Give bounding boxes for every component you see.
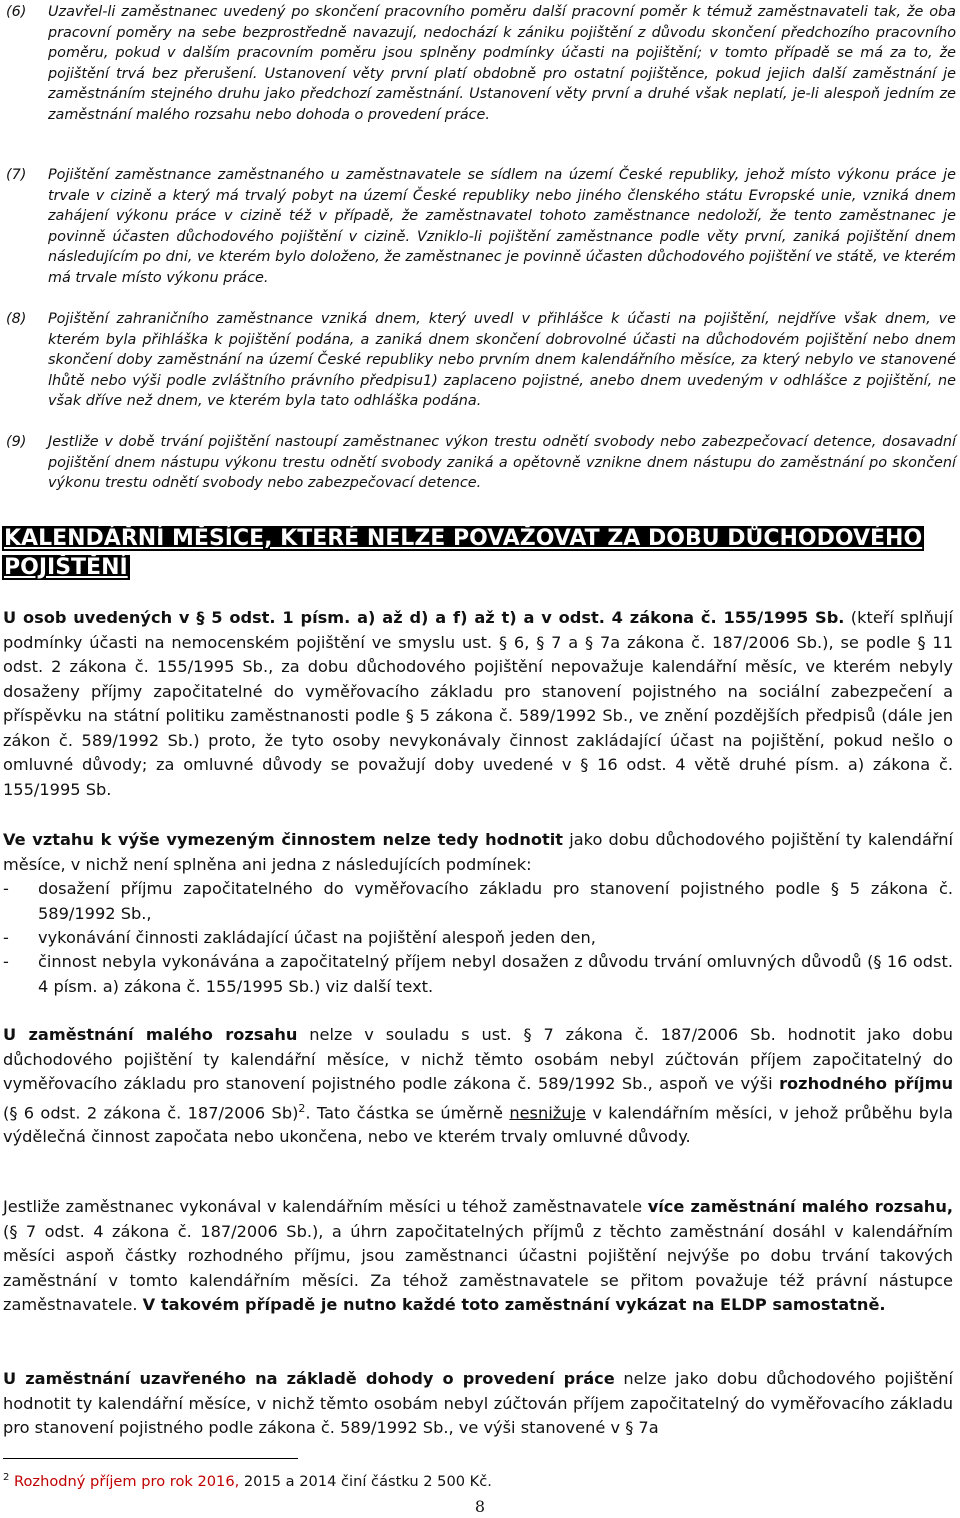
paragraph-lead-bold: Ve vztahu k výše vymezeným činnostem nelze tedy hodnotit — [3, 830, 564, 849]
paragraph-6 — [6, 2, 956, 126]
paragraph-number: (6) — [6, 4, 27, 20]
paragraph-small-scope — [3, 1023, 953, 1150]
paragraph-8 — [6, 309, 956, 412]
paragraph-text: jako dobu důchodového pojištění ty kalendářní měsíce, v nichž není splněna ani jedna z následujících podmínek: — [3, 830, 953, 874]
footnote-number: 2 — [3, 1472, 10, 1483]
footnote-separator — [3, 1458, 298, 1459]
list-item-text: vykonávání činnosti zakládající účast na pojištění alespoň jeden den, — [38, 928, 596, 947]
paragraph-activities — [3, 828, 953, 877]
paragraph-persons — [3, 606, 953, 802]
footnote-text: 2015 a 2014 činí částku 2 500 Kč. — [239, 1472, 492, 1490]
footnote-ref: 2 — [298, 1101, 306, 1115]
footnote — [3, 1468, 492, 1492]
section-heading-text: KALENDÁŘNÍ MĚSÍCE, KTERÉ NELZE POVAŽOVAT ZA DOBU DŮCHODOVÉHO POJIŠTĚNÍ — [4, 526, 923, 580]
paragraph-number: (7) — [6, 167, 27, 183]
list-dash: - — [3, 879, 9, 898]
rozhodny-prijem-bold: rozhodného příjmu — [779, 1074, 953, 1093]
section-heading — [2, 524, 938, 582]
list-item-text: dosažení příjmu započitatelného do vyměřovacího základu pro stanovení pojistného podle § 5 zákona č. 589/1992 Sb., — [38, 879, 953, 923]
paragraph-lead-bold: U zaměstnání malého rozsahu — [3, 1025, 298, 1044]
paragraph-text: Jestliže v době trvání pojištění nastoupí zaměstnanec výkon trestu odnětí svobody nebo zabezpečovací detence, dosavadní pojištění dnem nástupu výkonu trestu odnětí svobody zaniká a opětovně vznikne dnem nástupu do zaměstnání po skončení výkonu trestu odnětí svobody nebo zabezpečovací detence. — [48, 434, 956, 492]
bold-phrase: více zaměstnání malého rozsahu, — [647, 1197, 953, 1216]
paragraph-7 — [6, 165, 956, 289]
paragraph-multiple-jobs — [3, 1195, 953, 1318]
paragraph-text: (§ 7 odst. 4 zákona č. 187/2006 Sb.), a úhrn započitatelných příjmů z těchto zaměstnání dosáhl v kalendářním měsíci aspoň částky rozhodného příjmu, jsou zaměstnanci účastni pojištění nejvýše po dobu trvání takových zaměstnání v tomto kalendářním měsíci. Za téhož zaměstnavatele se přitom považuje též právní nástupce zaměstnavatele. — [3, 1221, 953, 1314]
paragraph-number: (8) — [6, 311, 27, 327]
list-item — [3, 950, 953, 999]
paragraph-text: Jestliže zaměstnanec vykonával v kalendářním měsíci u téhož zaměstnavatele — [3, 1197, 648, 1216]
paragraph-text: nelze v souladu s ust. § 7 zákona č. 187/2006 Sb. hodnotit jako dobu důchodového pojištění ty kalendářní měsíce, v nichž těmto osobám nebyl zúčtován příjem započitatelný do vyměřovacího základu pro stanovení pojistného podle zákona č. 589/1992 Sb., aspoň ve výši — [3, 1025, 953, 1093]
paragraph-text: nelze jako dobu důchodového pojištění hodnotit ty kalendářní měsíce, v nichž těmto osobám nebyl zúčtován příjem započitatelný do vyměřovacího základu pro stanovení pojistného podle zákona č. 589/1992 Sb., ve výši stanovené v § 7a — [3, 1369, 954, 1437]
footnote-highlight: Rozhodný příjem pro rok 2016, — [14, 1472, 240, 1490]
list-dash: - — [3, 952, 9, 971]
paragraph-dpp — [3, 1367, 953, 1441]
paragraph-text: Uzavřel-li zaměstnanec uvedený po skončení pracovního poměru další pracovní poměr k témuž zaměstnavateli tak, že oba pracovní poměry na sebe bezprostředně navazují, nedochází k zániku pojištění z důvodu skončení předchozího pracovního poměru, pokud v dalším pracovním poměru jsou splněny podmínky účasti na pojištění; v tomto případě se má za to, že pojištění trvá bez přerušení. Ustanovení věty první platí obdobně pro ostatní pojištěnce, pokud jejich další zaměstnání je zaměstnáním stejného druhu jako předchozí zaměstnání. Ustanovení věty první a druhé však neplatí, je-li alespoň jedním ze zaměstnání malého rozsahu nebo dohoda o provedení práce. — [48, 4, 956, 123]
page-number: 8 — [474, 1497, 486, 1516]
list-item — [3, 926, 953, 951]
list-item-text: činnost nebyla vykonávána a započitatelný příjem nebyl dosažen z důvodu trvání omluvných důvodů (§ 16 odst. 4 písm. a) zákona č. 155/1995 Sb.) viz další text. — [38, 952, 953, 996]
paragraph-lead-bold: U zaměstnání uzavřeného na základě dohody o provedení práce — [3, 1369, 615, 1388]
paragraph-number: (9) — [6, 434, 27, 450]
paragraph-text: Pojištění zahraničního zaměstnance vzniká dnem, který uvedl v přihlášce k účasti na pojištění, nejdříve však dnem, ve kterém byla přihláška k pojištění podána, a zaniká dnem skončení dobrovolné účasti na důchodovém pojištění nebo dnem skončení doby zaměstnání na území České republiky nebo prvním dnem kalendářního měsíce, za který nebylo ve stanovené lhůtě nebo výši podle zvláštního právního předpisu1) zaplaceno pojistné, anebo dnem uvedeným v odhlášce z pojištění, ne však dříve než dnem, ve kterém byla tato odhláška podána. — [48, 311, 956, 410]
paragraph-text: Pojištění zaměstnance zaměstnaného u zaměstnavatele se sídlem na území České republiky, jehož místo výkonu práce je trvale v cizině a který má trvalý pobyt na území České republiky nebo jiného členského státu Evropské unie, vzniká dnem zahájení výkonu práce v cizině též v případě, že zaměstnavatel tohoto zaměstnance nedoloží, že tento zaměstnanec je povinně účasten důchodového pojištění v cizině. Vzniklo-li pojištění zaměstnance podle věty první, zaniká pojištění dnem následujícím po dni, ve kterém bylo doloženo, že zaměstnanec je povinně účasten důchodového pojištění ve státě, ve kterém má trvale místo výkonu práce. — [48, 167, 956, 286]
paragraph-text: (§ 6 odst. 2 zákona č. 187/2006 Sb) — [3, 1102, 299, 1122]
paragraph-text: (kteří splňují podmínky účasti na nemocenském pojištění ve smyslu ust. § 6, § 7 a § 7a zákona č. 187/2006 Sb.), se podle § 11 odst. 2 zákona č. 155/1995 Sb., za dobu důchodového pojištění nepovažuje kalendářní měsíc, ve kterém nebyly dosaženy příjmy započitatelné do vyměřovacího základu pro stanovení pojistného na sociální zabezpečení a příspěvku na státní politiku zaměstnanosti podle § 5 zákona č. 589/1992 Sb., ve znění pozdějších předpisů (dále jen zákon č. 589/1992 Sb.) proto, že tyto osoby nevykonávaly činnost zakládající účast na pojištění, pokud nešlo o omluvné důvody; za omluvné důvody se považují doby uvedené v § 16 odst. 4 větě druhé písm. a) zákona č. 155/1995 Sb. — [3, 608, 953, 799]
list-item — [3, 877, 953, 926]
paragraph-lead-bold: U osob uvedených v § 5 odst. 1 písm. a) až d) a f) až t) a v odst. 4 zákona č. 155/1995 Sb. — [3, 608, 845, 627]
paragraph-text: v kalendářním měsíci, v jehož průběhu byla výdělečná činnost započata nebo ukončena, nebo ve kterém trvaly omluvné důvody. — [3, 1102, 954, 1147]
underlined-word: nesnižuje — [509, 1102, 586, 1122]
list-dash: - — [3, 928, 9, 947]
paragraph-9 — [6, 432, 956, 494]
paragraph-text: . Tato částka se úměrně — [305, 1102, 510, 1122]
bold-phrase: V takovém případě je nutno každé toto zaměstnání vykázat na ELDP samostatně. — [142, 1295, 886, 1314]
